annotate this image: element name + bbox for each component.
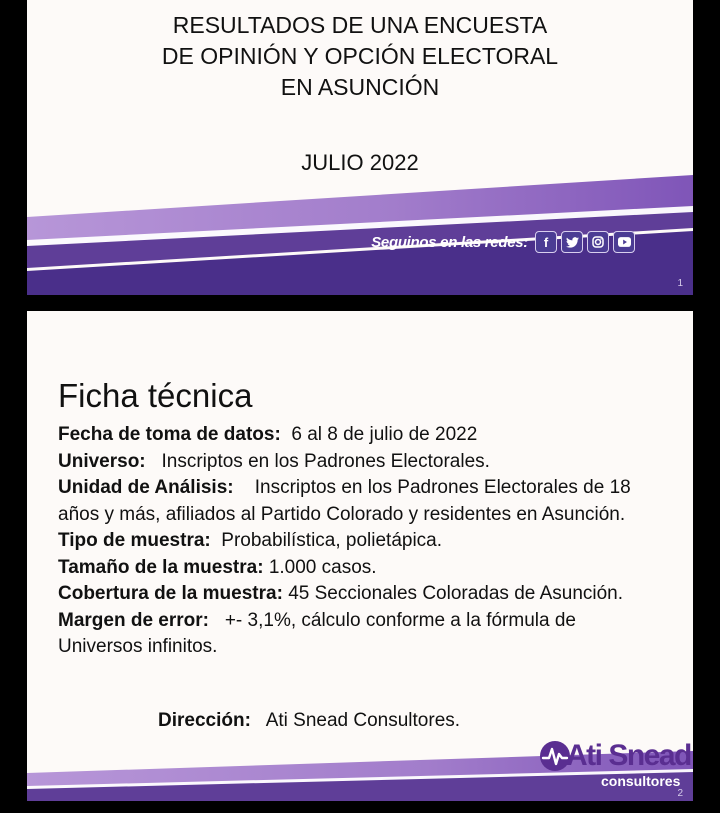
ficha-item (58, 475, 658, 528)
ficha-label: Unidad de Análisis: (58, 477, 234, 498)
slide-title (27, 10, 693, 103)
title-line-2: DE OPINIÓN Y OPCIÓN ELECTORAL (161, 43, 559, 69)
ficha-value: Inscriptos en los Padrones Electorales. (161, 450, 490, 472)
ficha-label: Fecha de toma de datos: (58, 424, 281, 445)
slide-2 (27, 311, 693, 801)
technical-sheet (58, 422, 658, 661)
ficha-label: Margen de error: (58, 609, 209, 631)
ficha-value: +- 3,1%, cálculo conforme a la fórmula de Universos infinitos. (58, 609, 576, 657)
logo-sub-text: consultores (601, 773, 681, 789)
social-label: Seguinos en las redes: (371, 233, 528, 251)
ficha-value: Probabilística, polietápica. (221, 530, 443, 551)
direccion (158, 710, 460, 732)
ficha-value: 45 Seccionales Coloradas de Asunción. (288, 583, 624, 604)
ficha-item (58, 555, 658, 582)
ficha-label: Tipo de muestra: (58, 530, 211, 551)
page-number: 2 (677, 788, 683, 799)
section-heading: Ficha técnica (58, 377, 253, 414)
ficha-value: 1.000 casos. (268, 556, 377, 578)
direccion-value: Ati Snead Consultores. (265, 710, 461, 731)
title-line-1: RESULTADOS DE UNA ENCUESTA (172, 12, 548, 38)
slide-1 (27, 0, 693, 295)
ficha-item (58, 449, 658, 476)
facebook-icon[interactable]: f (535, 231, 557, 253)
ficha-item (58, 528, 658, 555)
ficha-label: Universo: (58, 450, 146, 472)
instagram-icon[interactable] (587, 231, 609, 253)
logo-main-text: Ati Snead (566, 739, 691, 772)
ficha-label: Tamaño de la muestra: (58, 556, 264, 578)
youtube-icon[interactable] (613, 231, 635, 253)
ficha-value: Inscriptos en los Padrones Electorales de 18 años y más, afiliados al Partido Colorado y residentes en Asunción. (58, 477, 631, 525)
page-number: 1 (677, 278, 683, 289)
ficha-value: 6 al 8 de julio de 2022 (291, 424, 478, 445)
social-links (371, 231, 635, 253)
report-date: JULIO 2022 (301, 150, 419, 175)
ficha-item (58, 608, 658, 661)
ati-snead-logo (538, 739, 691, 791)
twitter-icon[interactable] (561, 231, 583, 253)
ficha-item (58, 422, 658, 449)
title-line-3: EN ASUNCIÓN (280, 74, 440, 100)
ficha-item (58, 581, 658, 608)
ficha-label: Cobertura de la muestra: (58, 583, 283, 604)
direccion-label: Dirección: (158, 710, 251, 731)
